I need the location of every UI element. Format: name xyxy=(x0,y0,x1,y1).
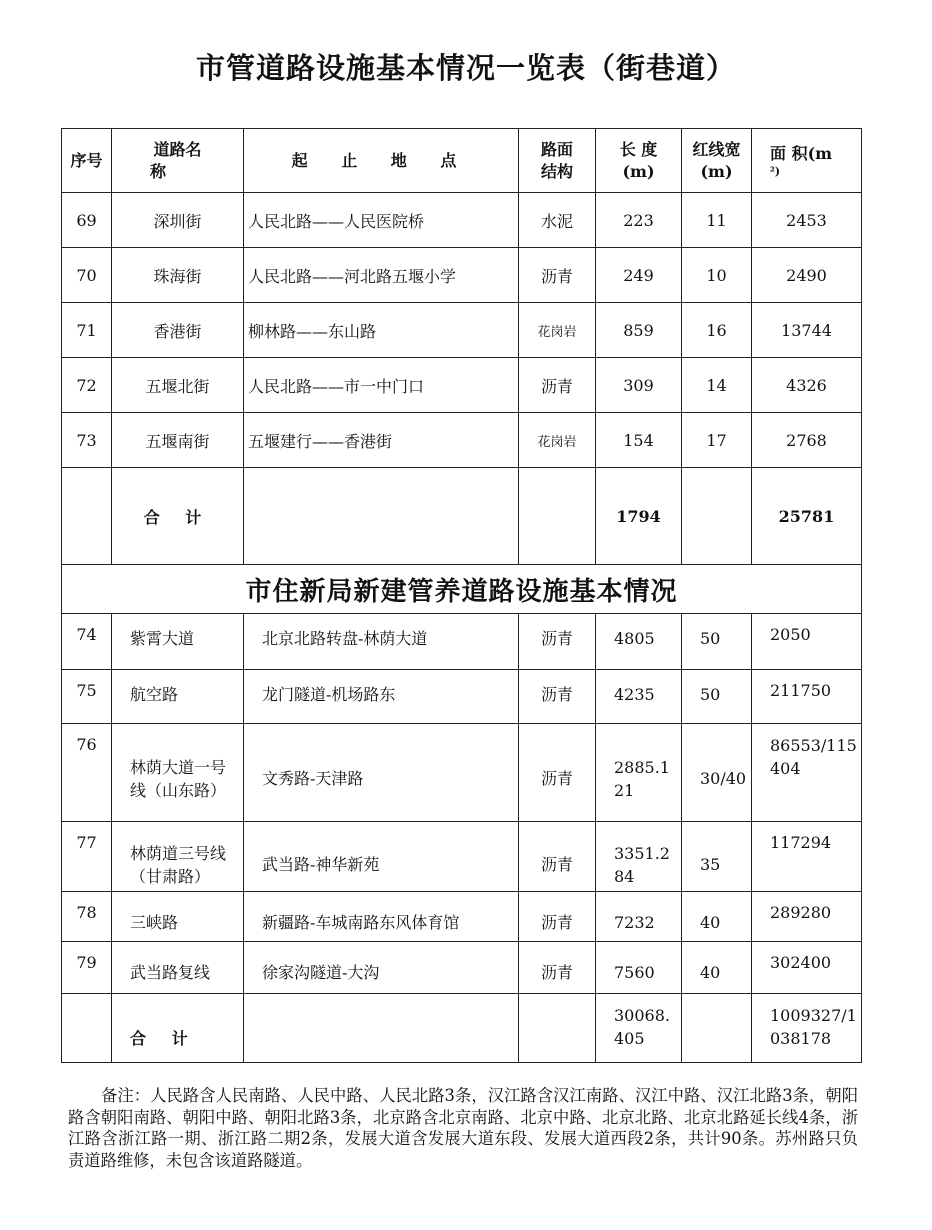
cell-width: 40 xyxy=(682,942,752,994)
table-row xyxy=(62,193,862,248)
header-span: 起 止 地 点 xyxy=(244,129,519,193)
cell-length: 7560 xyxy=(596,942,682,994)
header-seq: 序号 xyxy=(62,129,112,193)
table-row xyxy=(62,670,862,724)
header-surface-line1: 路面 xyxy=(540,139,573,159)
cell-span: 北京北路转盘-林荫大道 xyxy=(244,614,519,670)
cell-seq: 79 xyxy=(62,942,112,994)
header-length-line1: 长 度 xyxy=(619,139,658,159)
page-title: 市管道路设施基本情况一览表（街巷道） xyxy=(195,51,736,85)
header-length xyxy=(596,129,682,193)
table-row xyxy=(62,614,862,670)
cell-surface: 花岗岩 xyxy=(519,303,596,358)
cell-name: 林荫道三号线（甘肃路） xyxy=(112,822,244,892)
cell-seq: 78 xyxy=(62,892,112,942)
cell-width: 50 xyxy=(682,670,752,724)
cell-surface: 沥青 xyxy=(519,358,596,413)
total-label: 合 计 xyxy=(112,994,244,1063)
cell-span: 新疆路-车城南路东风体育馆 xyxy=(244,892,519,942)
header-length-line2: (m) xyxy=(622,161,655,181)
table-row xyxy=(62,358,862,413)
cell-surface: 沥青 xyxy=(519,724,596,822)
cell-width: 14 xyxy=(682,358,752,413)
header-area-line2: ²) xyxy=(770,164,781,178)
cell-length: 4805 xyxy=(596,614,682,670)
cell-span: 龙门隧道-机场路东 xyxy=(244,670,519,724)
cell-surface: 水泥 xyxy=(519,193,596,248)
cell-span: 文秀路-天津路 xyxy=(244,724,519,822)
cell-span: 武当路-神华新苑 xyxy=(244,822,519,892)
cell-width: 40 xyxy=(682,892,752,942)
cell-span: 人民北路——市一中门口 xyxy=(244,358,519,413)
cell-name: 深圳街 xyxy=(112,193,244,248)
cell-seq: 73 xyxy=(62,413,112,468)
cell-length: 3351.284 xyxy=(596,822,682,892)
cell-surface: 沥青 xyxy=(519,248,596,303)
cell-area: 2768 xyxy=(752,413,862,468)
cell-name: 林荫大道一号线（山东路） xyxy=(112,724,244,822)
cell-seq: 72 xyxy=(62,358,112,413)
cell-name: 三峡路 xyxy=(112,892,244,942)
cell-width: 16 xyxy=(682,303,752,358)
cell-area: 302400 xyxy=(752,942,862,994)
cell-length: 4235 xyxy=(596,670,682,724)
cell-surface: 沥青 xyxy=(519,670,596,724)
cell-name: 五堰南街 xyxy=(112,413,244,468)
cell-surface: 花岗岩 xyxy=(519,413,596,468)
header-row xyxy=(62,129,862,193)
cell-width: 17 xyxy=(682,413,752,468)
table-row xyxy=(62,892,862,942)
cell-seq: 71 xyxy=(62,303,112,358)
section1-total-row xyxy=(62,468,862,565)
cell-length: 223 xyxy=(596,193,682,248)
cell-width: 50 xyxy=(682,614,752,670)
cell-seq: 77 xyxy=(62,822,112,892)
cell-area: 2453 xyxy=(752,193,862,248)
cell-span: 柳林路——东山路 xyxy=(244,303,519,358)
cell-span: 徐家沟隧道-大沟 xyxy=(244,942,519,994)
cell-name: 武当路复线 xyxy=(112,942,244,994)
cell-area: 117294 xyxy=(752,822,862,892)
cell-surface: 沥青 xyxy=(519,892,596,942)
cell-area: 86553/115404 xyxy=(752,724,862,822)
header-surface-line2: 结构 xyxy=(540,161,573,181)
table-row xyxy=(62,413,862,468)
header-width-line1: 红线宽 xyxy=(692,139,741,159)
cell-seq: 74 xyxy=(62,614,112,670)
cell-seq: 69 xyxy=(62,193,112,248)
cell-length: 309 xyxy=(596,358,682,413)
header-name-line2: 称 xyxy=(150,161,167,181)
section2-title: 市住新局新建管养道路设施基本情况 xyxy=(62,565,862,614)
total-area: 1009327/1038178 xyxy=(752,994,862,1063)
header-area xyxy=(752,129,862,193)
cell-width: 35 xyxy=(682,822,752,892)
cell-length: 249 xyxy=(596,248,682,303)
cell-width: 30/40 xyxy=(682,724,752,822)
cell-seq: 70 xyxy=(62,248,112,303)
cell-name: 紫霄大道 xyxy=(112,614,244,670)
cell-surface: 沥青 xyxy=(519,614,596,670)
cell-seq: 75 xyxy=(62,670,112,724)
total-label: 合 计 xyxy=(112,468,244,565)
table-row xyxy=(62,822,862,892)
cell-length: 2885.121 xyxy=(596,724,682,822)
header-area-line1: 面 积(m xyxy=(770,143,833,163)
table-row xyxy=(62,248,862,303)
cell-name: 珠海街 xyxy=(112,248,244,303)
header-width xyxy=(682,129,752,193)
cell-length: 859 xyxy=(596,303,682,358)
cell-area: 2490 xyxy=(752,248,862,303)
table-row xyxy=(62,724,862,822)
cell-area: 2050 xyxy=(752,614,862,670)
cell-name: 航空路 xyxy=(112,670,244,724)
cell-width: 11 xyxy=(682,193,752,248)
table-row xyxy=(62,942,862,994)
header-name-line1: 道路名 xyxy=(153,139,202,159)
cell-width: 10 xyxy=(682,248,752,303)
cell-span: 人民北路——河北路五堰小学 xyxy=(244,248,519,303)
header-width-line2: (m) xyxy=(700,161,733,181)
cell-span: 人民北路——人民医院桥 xyxy=(244,193,519,248)
cell-length: 154 xyxy=(596,413,682,468)
cell-surface: 沥青 xyxy=(519,942,596,994)
cell-area: 4326 xyxy=(752,358,862,413)
cell-name: 香港街 xyxy=(112,303,244,358)
footnote: 备注：人民路含人民南路、人民中路、人民北路3条，汉江路含汉江南路、汉江中路、汉江北路3条，朝阳路含朝阳南路、朝阳中路、朝阳北路3条，北京路含北京南路、北京中路、北京北路、北京北路延长线4条，浙江路含浙江路一期、浙江路二期2条，发展大道含发展大道东段、发展大道西段2条，共计90条。苏州路只负责道路维修，未包含该道路隧道。 xyxy=(68,1086,858,1170)
table-row xyxy=(62,303,862,358)
cell-area: 289280 xyxy=(752,892,862,942)
cell-name: 五堰北街 xyxy=(112,358,244,413)
cell-area: 13744 xyxy=(752,303,862,358)
header-surface xyxy=(519,129,596,193)
cell-span: 五堰建行——香港街 xyxy=(244,413,519,468)
total-length: 30068.405 xyxy=(596,994,682,1063)
section2-total-row xyxy=(62,994,862,1063)
cell-area: 211750 xyxy=(752,670,862,724)
road-facilities-table xyxy=(61,128,862,1063)
total-area: 25781 xyxy=(752,468,862,565)
header-name xyxy=(112,129,244,193)
cell-seq: 76 xyxy=(62,724,112,822)
section2-heading-row xyxy=(62,565,862,614)
cell-length: 7232 xyxy=(596,892,682,942)
cell-surface: 沥青 xyxy=(519,822,596,892)
total-length: 1794 xyxy=(596,468,682,565)
